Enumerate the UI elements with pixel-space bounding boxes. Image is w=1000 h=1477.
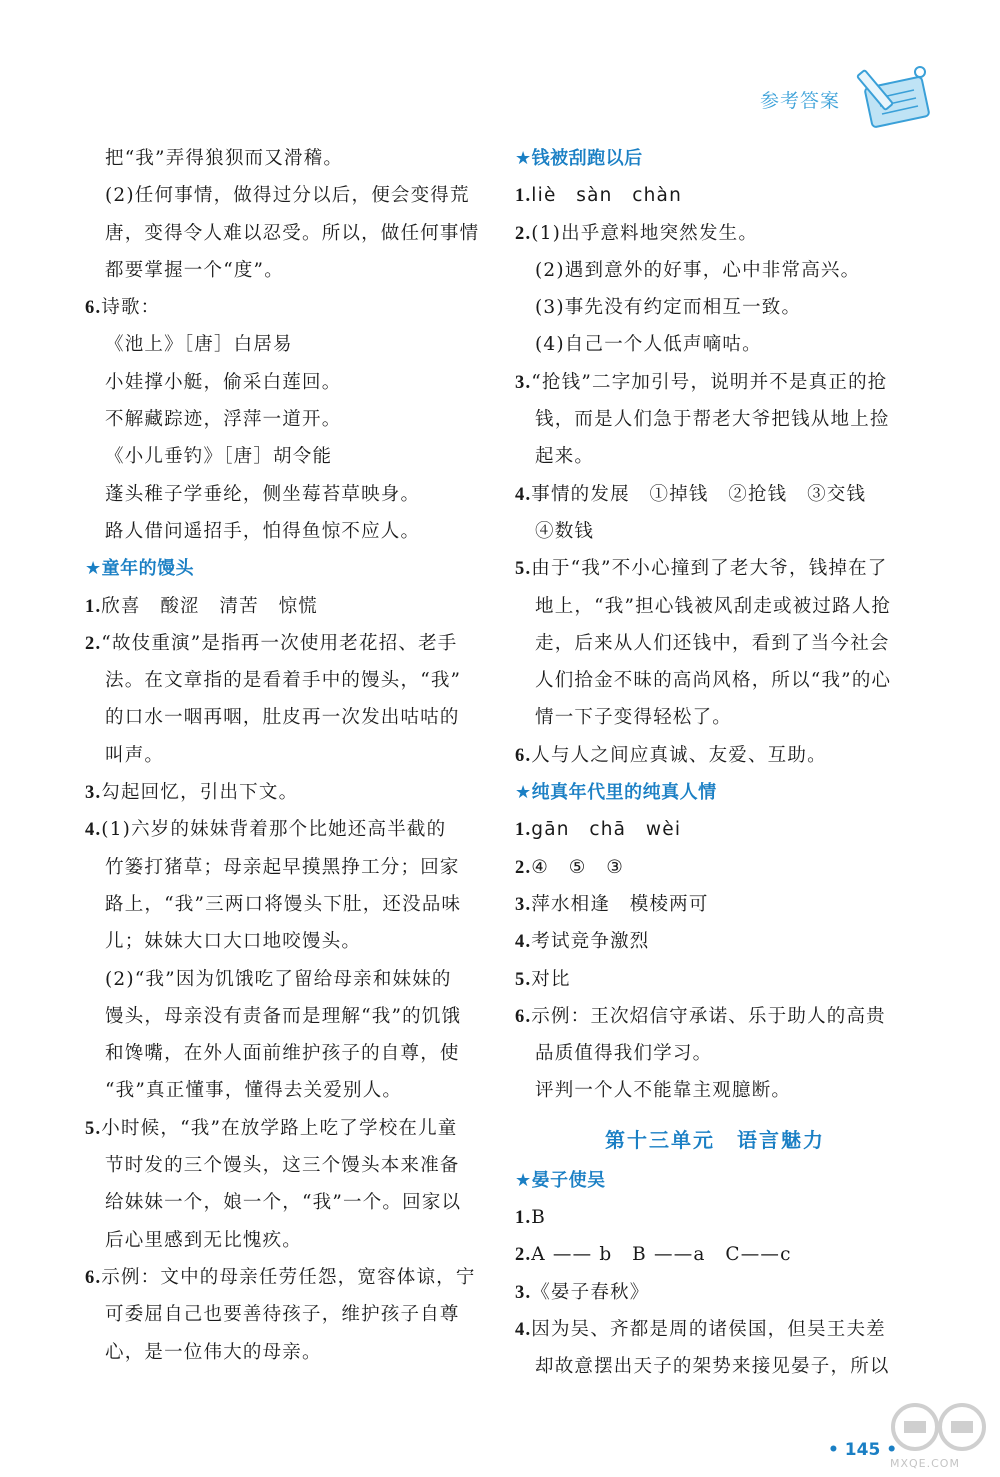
- answer-text: (4)自己一个人低声嘀咕。: [535, 334, 762, 356]
- answer-line: [85, 886, 485, 923]
- answer-line: [85, 1110, 485, 1147]
- answer-text: 法。在文章指的是看着手中的馒头，“我”: [105, 670, 462, 692]
- answer-line: [515, 438, 915, 475]
- answer-text: 馒头，母亲没有责备而是理解“我”的饥饿: [105, 1005, 462, 1027]
- answer-text: ④数钱: [535, 520, 595, 542]
- answer-text: (2)遇到意外的好事，心中非常高兴。: [535, 259, 861, 281]
- answer-line: [85, 215, 485, 252]
- answer-text: 唐，变得令人难以忍受。所以，做任何事情: [105, 222, 480, 244]
- answer-text: 品质值得我们学习。: [535, 1043, 713, 1065]
- question-number: 4.: [515, 1319, 532, 1340]
- answer-text: 都要掌握一个“度”。: [105, 259, 284, 281]
- answer-line: [85, 326, 485, 363]
- answer-line: [85, 1072, 485, 1109]
- answer-line: [515, 699, 915, 736]
- answer-text: 小时候，“我”在放学路上吃了学校在儿童: [101, 1117, 458, 1139]
- question-number: 2.: [85, 633, 102, 654]
- answer-line: [85, 1222, 485, 1259]
- question-number: 2.: [515, 223, 532, 244]
- answer-text: 可委屈自己也要善待孩子，维护孩子自尊: [105, 1304, 460, 1326]
- answer-text: 蓬头稚子学垂纶，侧坐莓苔草映身。: [105, 483, 421, 505]
- question-number: 1.: [515, 186, 532, 207]
- answer-text: 儿；妹妹大口大口地咬馒头。: [105, 931, 362, 953]
- answer-text: 因为吴、齐都是周的诸侯国，但吴王夫差: [531, 1318, 886, 1340]
- answer-text: 欣喜 酸涩 清苦 惊慌: [101, 595, 318, 617]
- answer-text: 和馋嘴，在外人面前维护孩子的自尊，使: [105, 1043, 460, 1065]
- question-number: 3.: [515, 372, 532, 393]
- answer-text: 对比: [531, 968, 571, 990]
- answer-line: [85, 1184, 485, 1221]
- answer-text: (1)出乎意料地突然发生。: [531, 222, 759, 244]
- answer-line: [85, 588, 485, 625]
- answer-text: 《小儿垂钓》［唐］胡令能: [105, 446, 333, 468]
- section-heading: ★晏子使吴: [515, 1169, 606, 1191]
- question-number: 1.: [85, 596, 102, 617]
- answer-line: [515, 1311, 915, 1348]
- answer-line: [85, 961, 485, 998]
- answer-text: (2)任何事情，做得过分以后，便会变得荒: [105, 185, 470, 207]
- question-number: 2.: [515, 1245, 532, 1266]
- answer-text: (3)事先没有约定而相互一致。: [535, 297, 802, 319]
- answer-text: 事情的发展 ①掉钱 ②抢钱 ③交钱: [531, 483, 867, 505]
- question-number: 6.: [515, 745, 532, 766]
- answer-line: [85, 849, 485, 886]
- question-number: 1.: [515, 1208, 532, 1229]
- answer-line: [85, 177, 485, 214]
- answer-line: [515, 215, 915, 252]
- answer-line: [85, 1259, 485, 1296]
- right-column: [515, 140, 915, 1386]
- answer-line: [85, 476, 485, 513]
- page-header: [680, 70, 940, 130]
- answer-line: [515, 811, 915, 848]
- pencil-notebook-icon: [850, 60, 940, 130]
- answer-line: [515, 961, 915, 998]
- question-number: 6.: [85, 1267, 102, 1288]
- answer-text: 考试竞争激烈: [531, 931, 650, 953]
- answer-text: 路人借问遥招手，怕得鱼惊不应人。: [105, 520, 421, 542]
- answer-line: [85, 625, 485, 662]
- watermark: [890, 1395, 990, 1475]
- answer-text: 后心里感到无比愧疚。: [105, 1229, 303, 1251]
- question-number: 4.: [515, 932, 532, 953]
- question-number: 5.: [515, 559, 532, 580]
- answer-line: [515, 550, 915, 587]
- section-heading: ★纯真年代里的纯真人情: [515, 782, 717, 804]
- answer-line: [515, 998, 915, 1035]
- answer-line: [85, 140, 485, 177]
- answer-line: [515, 923, 915, 960]
- answer-text: 叫声。: [105, 744, 165, 766]
- answer-line: [85, 1035, 485, 1072]
- answer-line: [515, 1199, 915, 1236]
- answer-line: [85, 737, 485, 774]
- answer-text: 竹篓打猪草；母亲起早摸黑挣工分；回家: [105, 856, 460, 878]
- answer-text: ④ ⑤ ③: [531, 856, 625, 878]
- answer-text: 诗歌：: [101, 297, 161, 319]
- answer-line: [515, 252, 915, 289]
- answer-text: 情一下子变得轻松了。: [535, 707, 733, 729]
- answer-line: [515, 326, 915, 363]
- answer-line: [515, 625, 915, 662]
- answer-line: [515, 588, 915, 625]
- question-number: 4.: [515, 484, 532, 505]
- answer-text: 人与人之间应真诚、友爱、互助。: [531, 744, 827, 766]
- answer-text: 评判一个人不能靠主观臆断。: [535, 1080, 792, 1102]
- answer-text: 萍水相逢 模棱两可: [531, 893, 709, 915]
- left-column: [85, 140, 485, 1371]
- answer-text: “我”真正懂事，懂得去关爱别人。: [105, 1080, 403, 1102]
- answer-line: [85, 662, 485, 699]
- answer-text: 起来。: [535, 446, 595, 468]
- answer-line: [85, 998, 485, 1035]
- header-title: 参考答案: [759, 90, 840, 112]
- answer-text: 地上，“我”担心钱被风刮走或被过路人抢: [535, 595, 892, 617]
- answer-line: [515, 886, 915, 923]
- section-heading: ★钱被刮跑以后: [515, 148, 643, 169]
- answer-line: [85, 364, 485, 401]
- answer-text: liè sàn chàn: [531, 185, 683, 207]
- answer-text: 《晏子春秋》: [531, 1281, 650, 1303]
- unit-heading: 第十三单元 语言魅力: [605, 1127, 825, 1152]
- answer-line: [85, 923, 485, 960]
- answer-line: [85, 1334, 485, 1371]
- question-number: 6.: [515, 1006, 532, 1027]
- answer-text: 路上，“我”三两口将馒头下肚，还没品味: [105, 893, 462, 915]
- answer-text: 节时发的三个馒头，这三个馒头本来准备: [105, 1155, 460, 1177]
- answer-line: [515, 1072, 915, 1109]
- answer-line: [85, 401, 485, 438]
- question-number: 6.: [85, 298, 102, 319]
- answer-line: [515, 289, 915, 326]
- answer-text: 把“我”弄得狼狈而又滑稽。: [105, 148, 344, 169]
- answer-line: [515, 1035, 915, 1072]
- answer-line: [515, 513, 915, 550]
- answer-line: [85, 289, 485, 326]
- answer-text: 《池上》［唐］白居易: [105, 334, 293, 356]
- answer-line: [85, 811, 485, 848]
- answer-text: 示例：王次炤信守承诺、乐于助人的高贵: [531, 1005, 886, 1027]
- answer-line: [515, 401, 915, 438]
- answer-text: gān chā wèi: [531, 819, 682, 841]
- answer-text: (1)六岁的妹妹背着那个比她还高半截的: [101, 819, 447, 841]
- answer-line: [85, 438, 485, 475]
- question-number: 3.: [515, 1282, 532, 1303]
- answer-text: 钱，而是人们急于帮老大爷把钱从地上捡: [535, 409, 890, 431]
- answer-text: 人们拾金不昧的高尚风格，所以“我”的心: [535, 670, 892, 692]
- answer-text: “故伎重演”是指再一次使用老花招、老手: [101, 632, 458, 654]
- answer-text: 不解藏踪迹，浮萍一道开。: [105, 409, 342, 431]
- answer-text: 却故意摆出天子的架势来接见晏子，所以: [535, 1356, 890, 1378]
- answer-text: 的口水一咽再咽，肚皮再一次发出咕咕的: [105, 707, 460, 729]
- answer-line: [515, 364, 915, 401]
- page-number: • 145 •: [828, 1440, 898, 1460]
- question-number: 5.: [85, 1118, 102, 1139]
- question-number: 3.: [515, 894, 532, 915]
- section-heading: ★童年的馒头: [85, 558, 195, 580]
- answer-line: [515, 177, 915, 214]
- answer-text: “抢钱”二字加引号，说明并不是真正的抢: [531, 371, 888, 393]
- answer-line: [85, 1147, 485, 1184]
- answer-text: (2)“我”因为饥饿吃了留给母亲和妹妹的: [105, 968, 452, 990]
- answer-text: 由于“我”不小心撞到了老大爷，钱掉在了: [531, 558, 888, 580]
- question-number: 4.: [85, 820, 102, 841]
- answer-line: [515, 1236, 915, 1273]
- answer-text: A —— b B ——a C——c: [531, 1244, 792, 1266]
- answer-text: B: [531, 1207, 547, 1229]
- answer-text: 勾起回忆，引出下文。: [101, 782, 299, 804]
- answer-text: 示例：文中的母亲任劳任怨，宽容体谅，宁: [101, 1266, 476, 1288]
- answer-line: [85, 1296, 485, 1333]
- answer-line: [515, 849, 915, 886]
- answer-line: [515, 1348, 915, 1385]
- answer-line: [85, 774, 485, 811]
- watermark-logo-icon: [890, 1395, 990, 1457]
- answer-line: [515, 737, 915, 774]
- question-number: 3.: [85, 783, 102, 804]
- answer-line: [515, 1274, 915, 1311]
- answer-line: [85, 252, 485, 289]
- answer-text: 心，是一位伟大的母亲。: [105, 1341, 322, 1363]
- answer-line: [515, 476, 915, 513]
- answer-line: [85, 699, 485, 736]
- answer-line: [85, 513, 485, 550]
- question-number: 5.: [515, 969, 532, 990]
- question-number: 2.: [515, 857, 532, 878]
- answer-text: 给妹妹一个，娘一个，“我”一个。回家以: [105, 1192, 462, 1214]
- answer-text: 小娃撑小艇，偷采白莲回。: [105, 371, 342, 393]
- question-number: 1.: [515, 820, 532, 841]
- answer-line: [515, 662, 915, 699]
- watermark-text: MXQE.COM: [890, 1457, 960, 1470]
- answer-text: 走，后来从人们还钱中，看到了当今社会: [535, 632, 890, 654]
